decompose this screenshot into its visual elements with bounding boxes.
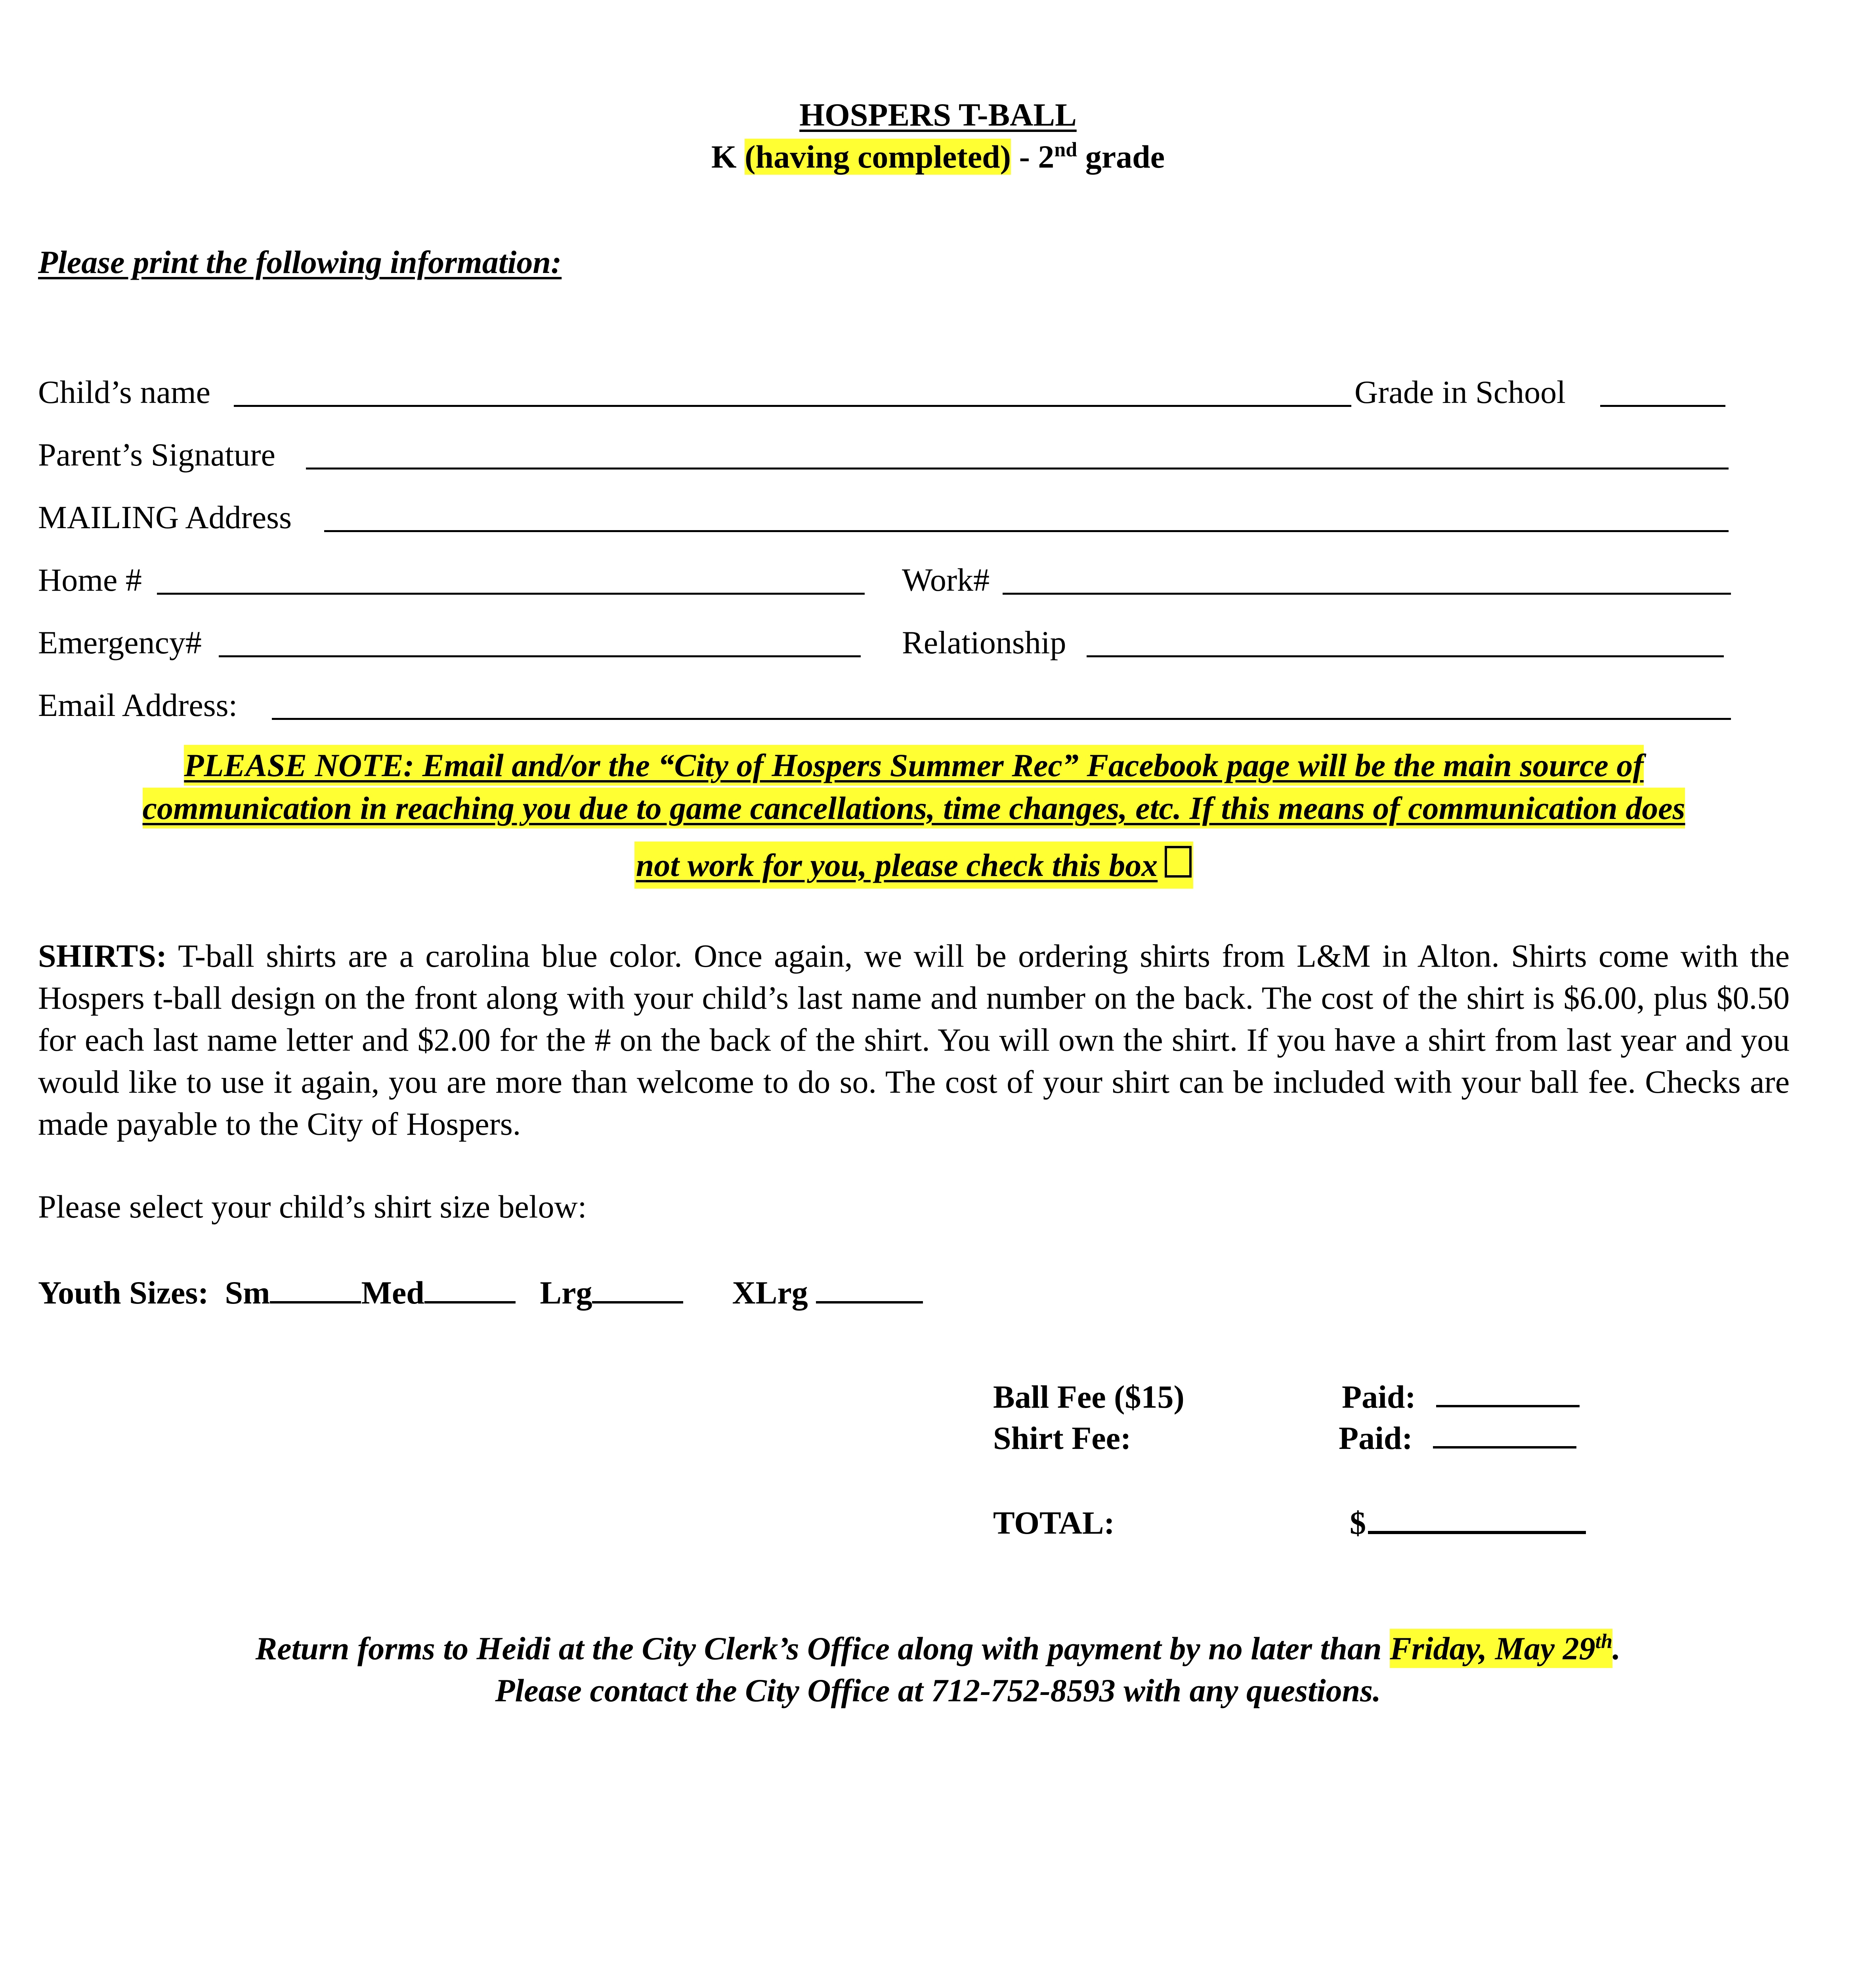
shirt-size-prompt: Please select your child’s shirt size below:	[38, 1189, 587, 1225]
size-lrg-label: Lrg	[540, 1275, 592, 1311]
relationship-field[interactable]	[1087, 655, 1724, 657]
phone-row	[38, 560, 1746, 600]
shirt-fee-paid-label: Paid:	[1339, 1420, 1413, 1456]
shirts-paragraph	[38, 935, 1790, 1145]
instruction-text: Please print the following information:	[38, 244, 562, 280]
fees-block	[993, 1376, 1627, 1544]
communication-notice	[38, 744, 1790, 887]
youth-sizes-row	[38, 1273, 923, 1313]
size-med-label: Med	[361, 1275, 424, 1311]
instruction-heading	[38, 242, 562, 282]
emergency-row	[38, 623, 1746, 662]
subtitle-mid: - 2	[1011, 139, 1055, 175]
return-deadline-date: Friday, May 29	[1390, 1630, 1595, 1666]
child-name-label: Child’s name	[38, 374, 211, 410]
total-label: TOTAL:	[993, 1505, 1115, 1541]
parent-signature-row	[38, 435, 1746, 475]
work-phone-label: Work#	[902, 562, 990, 598]
notice-line-1-text: PLEASE NOTE: Email and/or the “City of Hospers Summer Rec” Facebook page will be the main source of	[184, 745, 1643, 786]
return-line-1	[0, 1628, 1876, 1670]
mailing-address-row	[38, 498, 1746, 537]
notice-line-2	[38, 787, 1790, 830]
ball-fee-row	[993, 1376, 1627, 1418]
total-row	[993, 1502, 1627, 1544]
emergency-label: Emergency#	[38, 624, 202, 660]
opt-out-checkbox[interactable]	[1165, 846, 1192, 878]
ball-fee-paid-label: Paid:	[1342, 1379, 1416, 1415]
home-phone-label: Home #	[38, 562, 142, 598]
size-lrg-field[interactable]	[592, 1273, 683, 1303]
size-xlrg-field[interactable]	[816, 1273, 923, 1303]
youth-sizes-label: Youth Sizes:	[38, 1275, 209, 1311]
page-title	[0, 95, 1876, 135]
subtitle-superscript: nd	[1054, 138, 1077, 161]
grade-field[interactable]	[1600, 405, 1725, 407]
notice-line-2-text: communication in reaching you due to game cancellations, time changes, etc. If this means of communication does	[143, 788, 1685, 828]
shirts-label: SHIRTS:	[38, 938, 167, 974]
parent-signature-label: Parent’s Signature	[38, 437, 275, 473]
subtitle-highlight: (having completed)	[745, 139, 1011, 175]
child-name-field[interactable]	[234, 405, 1351, 407]
mailing-address-field[interactable]	[324, 530, 1729, 532]
total-dollar-sign: $	[1350, 1505, 1366, 1541]
shirt-fee-label: Shirt Fee:	[993, 1420, 1131, 1456]
notice-line-1	[38, 744, 1790, 787]
email-field[interactable]	[272, 718, 1731, 720]
emergency-field[interactable]	[219, 655, 861, 657]
notice-line-3	[38, 844, 1790, 887]
size-sm-label: Sm	[225, 1275, 270, 1311]
size-med-field[interactable]	[424, 1273, 516, 1303]
relationship-label: Relationship	[902, 624, 1066, 660]
ball-fee-paid-field[interactable]	[1436, 1376, 1580, 1407]
notice-line-3-text: not work for you, please check this box	[636, 847, 1158, 883]
return-deadline-sup: th	[1595, 1630, 1612, 1653]
shirt-fee-paid-field[interactable]	[1433, 1418, 1576, 1449]
email-row	[38, 685, 1746, 725]
grade-range-subtitle	[0, 137, 1876, 177]
email-label: Email Address:	[38, 687, 238, 723]
subtitle-end: grade	[1077, 139, 1165, 175]
return-line-2: Please contact the City Office at 712-752-8593 with any questions.	[495, 1672, 1381, 1708]
child-name-row	[38, 372, 1746, 412]
mailing-address-label: MAILING Address	[38, 499, 292, 535]
size-sm-field[interactable]	[270, 1273, 361, 1303]
total-field[interactable]	[1368, 1502, 1586, 1534]
parent-signature-field[interactable]	[306, 468, 1729, 469]
shirt-fee-row	[993, 1418, 1627, 1459]
size-xlrg-label: XLrg	[732, 1275, 808, 1311]
return-instructions	[0, 1628, 1876, 1712]
return-line-1-end: .	[1612, 1630, 1621, 1666]
grade-label: Grade in School	[1354, 374, 1566, 410]
return-line-1-text: Return forms to Heidi at the City Clerk’s Office along with payment by no later than	[255, 1630, 1390, 1666]
home-phone-field[interactable]	[157, 593, 865, 595]
work-phone-field[interactable]	[1003, 593, 1731, 595]
subtitle-k: K	[711, 139, 745, 175]
title-text: HOSPERS T-BALL	[799, 97, 1077, 133]
ball-fee-label: Ball Fee ($15)	[993, 1379, 1184, 1415]
shirts-text: T-ball shirts are a carolina blue color. Once again, we will be ordering shirts from L&M in Alton. Shirts come with the Hospers t-ball design on the front along with your child’s last name and number on the back. The cost of the shirt is $6.00, plus $0.50 for each last name letter and $2.00 for the # on the back of the shirt. You will own the shirt. If you have a shirt from last year and you would like to use it again, you are more than welcome to do so. The cost of your shirt can be included with your ball fee. Checks are made payable to the City of Hospers.	[38, 938, 1790, 1142]
